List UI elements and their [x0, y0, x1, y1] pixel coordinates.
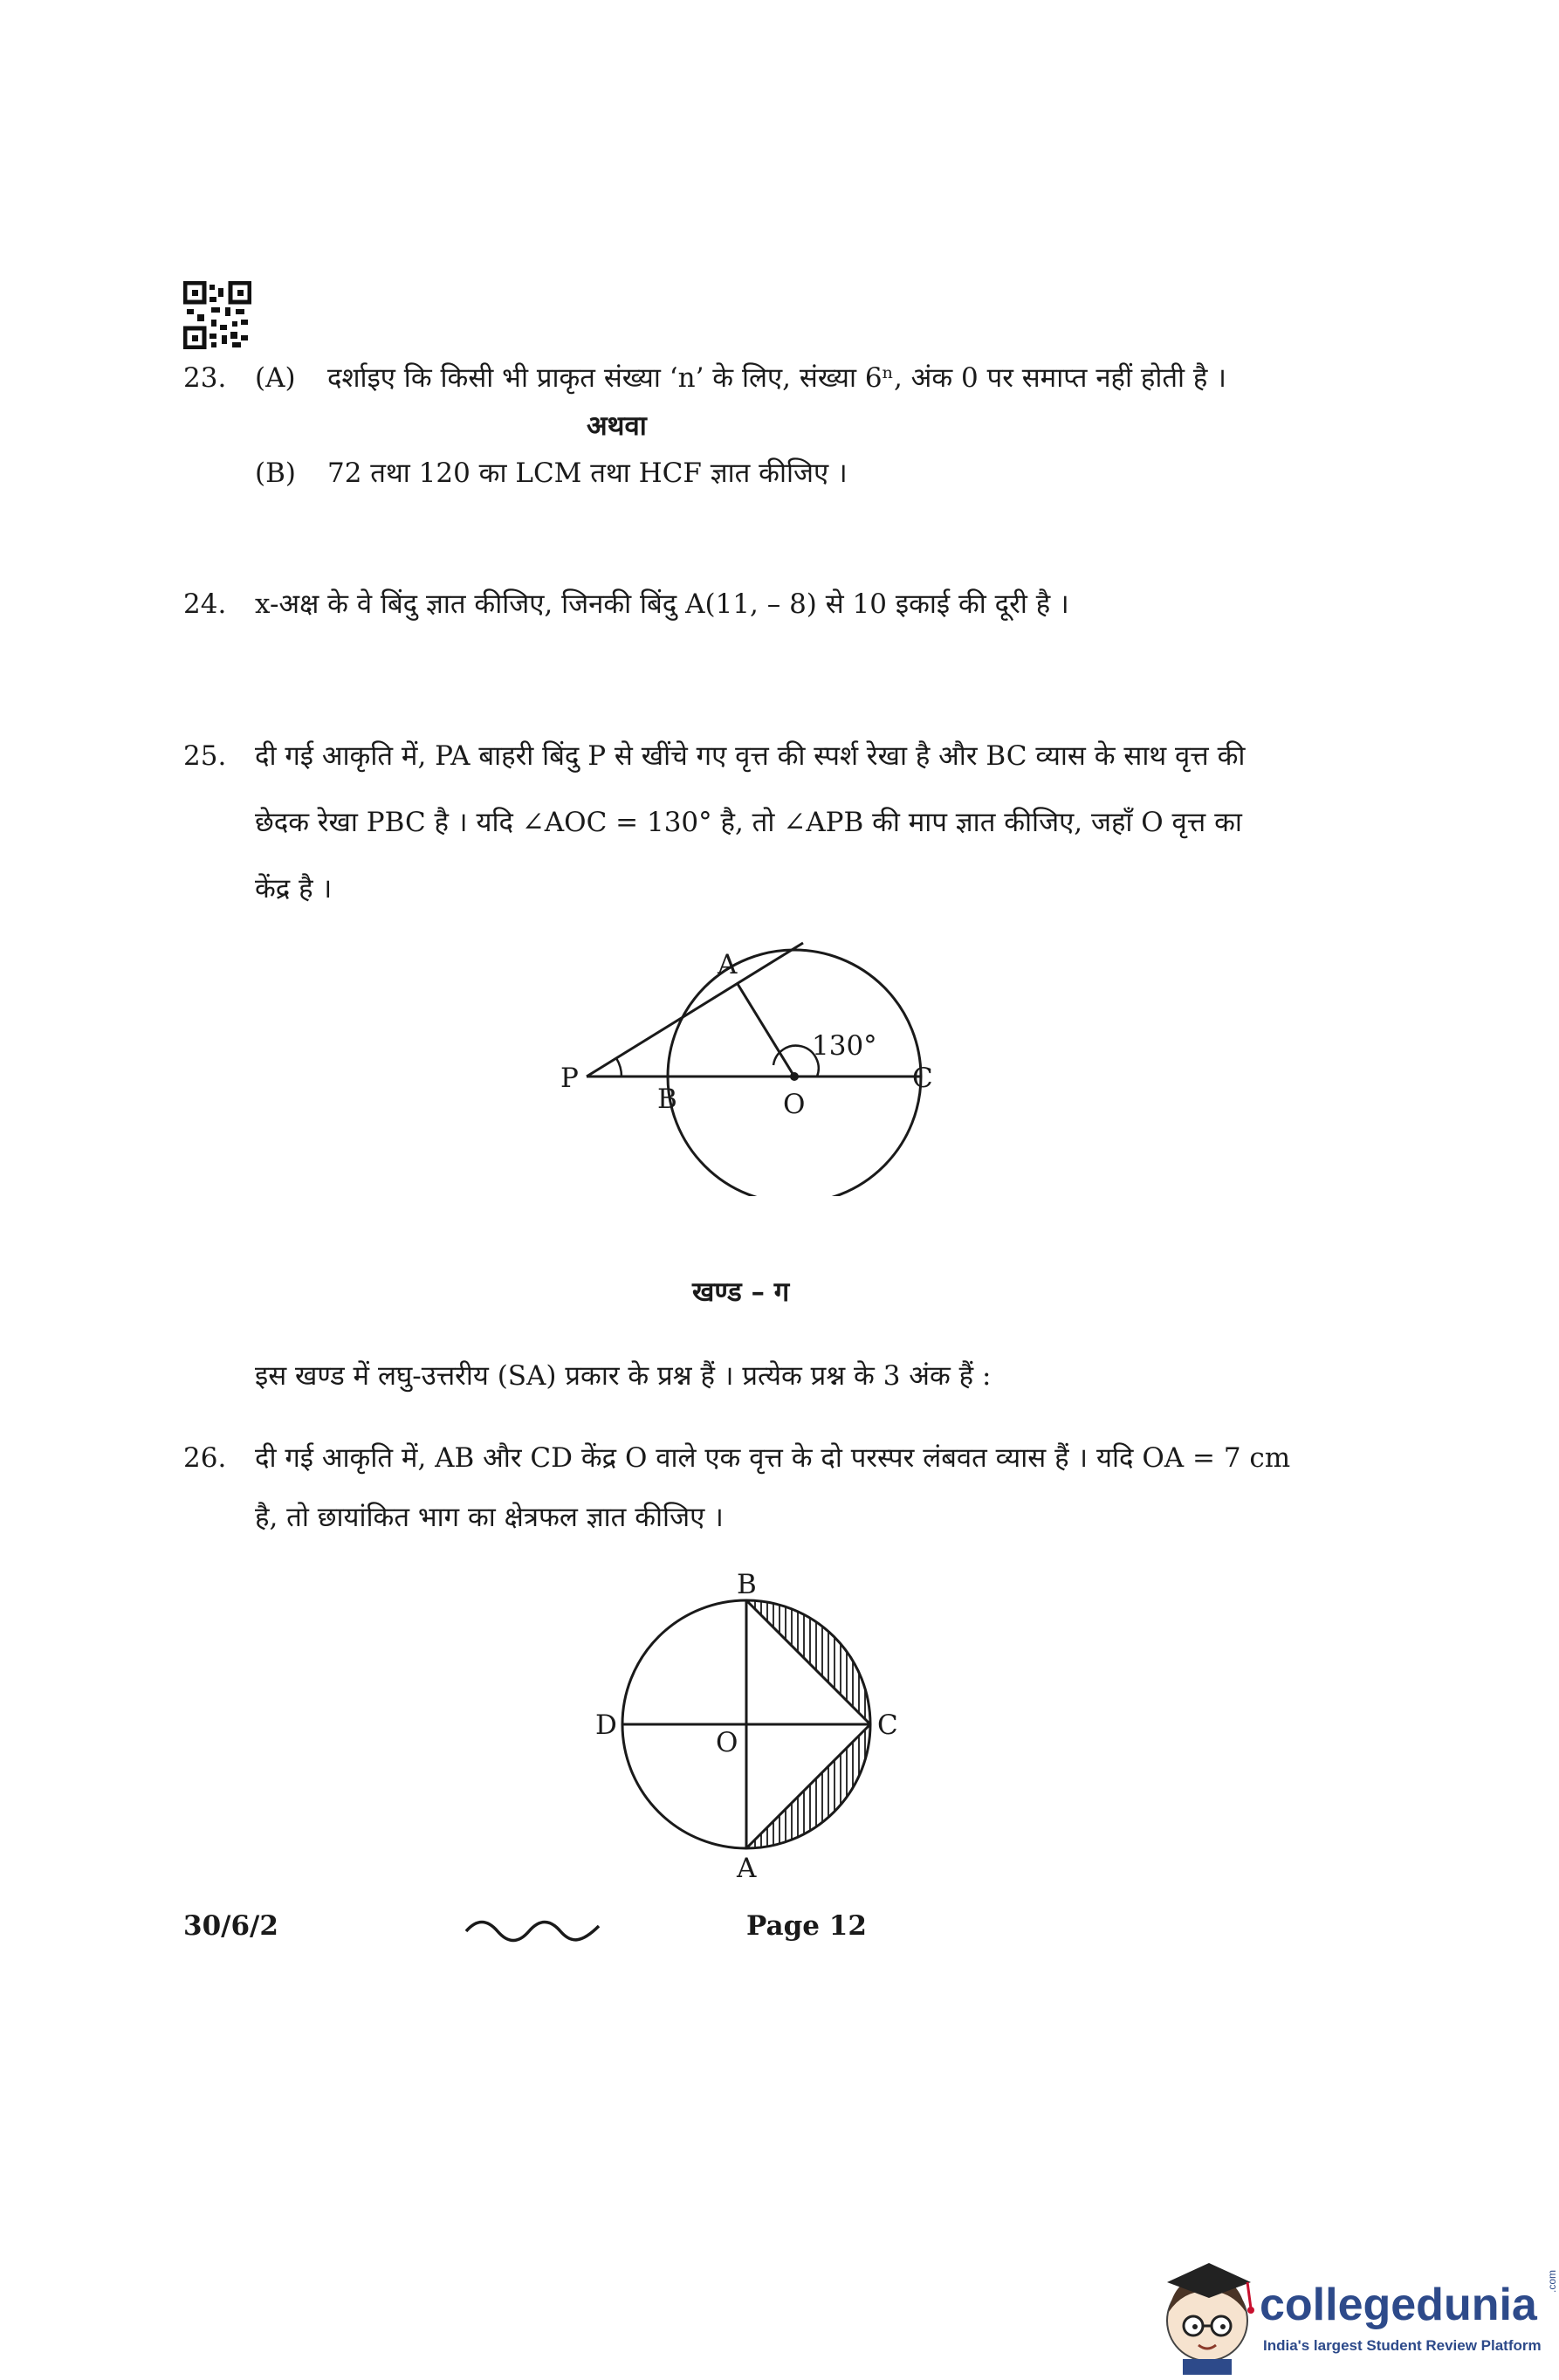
- brand-domain: .com: [1546, 2269, 1559, 2294]
- q23-b-text: 72 तथा 120 का LCM तथा HCF ज्ञात कीजिए ।: [327, 457, 848, 489]
- q25-center-dot: [790, 1072, 799, 1081]
- q25-angle-label: 130°: [812, 1030, 877, 1062]
- q25-label-a: A: [718, 949, 738, 980]
- q25-radius-oa: [738, 984, 794, 1077]
- section-note: इस खण्ड में लघु-उत्तरीय (SA) प्रकार के प्रश्न हैं । प्रत्येक प्रश्न के 3 अंक हैं :: [255, 1360, 992, 1392]
- q26-line-1: दी गई आकृति में, AB और CD केंद्र O वाले एक वृत्त के दो परस्पर लंबवत व्यास हैं । यदि OA = 7 cm: [255, 1442, 1291, 1474]
- paper-code: 30/6/2: [183, 1910, 278, 1942]
- q26-number: 26.: [183, 1442, 227, 1474]
- q25-label-c: C: [912, 1063, 933, 1094]
- mascot-logo-icon: [1157, 2253, 1261, 2375]
- q25-angle-arc-p: [616, 1058, 622, 1077]
- q25-line-1: दी गई आकृति में, PA बाहरी बिंदु P से खींचे गए वृत्त की स्पर्श रेखा है और BC व्यास के साथ वृत्त की: [255, 740, 1246, 772]
- collegedunia-watermark: [1157, 2253, 1558, 2375]
- q26-line-2: है, तो छायांकित भाग का क्षेत्रफल ज्ञात कीजिए ।: [255, 1502, 724, 1533]
- q23-or-label: अथवा: [587, 410, 647, 442]
- q25-tangent-line: [587, 943, 803, 1077]
- q26-label-o: O: [716, 1727, 738, 1758]
- q26-figure: [576, 1563, 925, 1895]
- q26-label-b: B: [737, 1569, 757, 1600]
- q26-label-d: D: [595, 1709, 617, 1741]
- q23-number: 23.: [183, 362, 227, 394]
- brand-name: collegedunia: [1260, 2280, 1537, 2330]
- q23-a-label: (A): [255, 362, 296, 394]
- q25-line-3: केंद्र है ।: [255, 873, 333, 905]
- q25-label-p: P: [560, 1063, 579, 1094]
- q23-a-text: दर्शाइए कि किसी भी प्राकृत संख्या ‘n’ के लिए, संख्या 6ⁿ, अंक 0 पर समाप्त नहीं होती है ।: [327, 362, 1226, 394]
- q26-label-c: C: [877, 1709, 898, 1741]
- q24-number: 24.: [183, 588, 227, 620]
- brand-tagline: India's largest Student Review Platform: [1263, 2337, 1542, 2354]
- wave-icon: [463, 1914, 602, 1943]
- q25-label-o: O: [783, 1089, 806, 1120]
- q25-label-b: B: [657, 1083, 677, 1115]
- q25-number: 25.: [183, 740, 227, 772]
- q25-figure: [550, 934, 960, 1196]
- section-title: खण्ड – ग: [692, 1276, 790, 1308]
- q24-text: x-अक्ष के वे बिंदु ज्ञात कीजिए, जिनकी बिंदु A(11, – 8) से 10 इकाई की दूरी है ।: [255, 588, 1069, 620]
- q25-line-2: छेदक रेखा PBC है । यदि ∠AOC = 130° है, तो ∠APB की माप ज्ञात कीजिए, जहाँ O वृत्त का: [255, 807, 1242, 838]
- page-number: Page 12: [746, 1910, 867, 1942]
- q26-label-a: A: [737, 1853, 757, 1884]
- qr-code-icon: [183, 281, 251, 349]
- q23-b-label: (B): [255, 457, 296, 489]
